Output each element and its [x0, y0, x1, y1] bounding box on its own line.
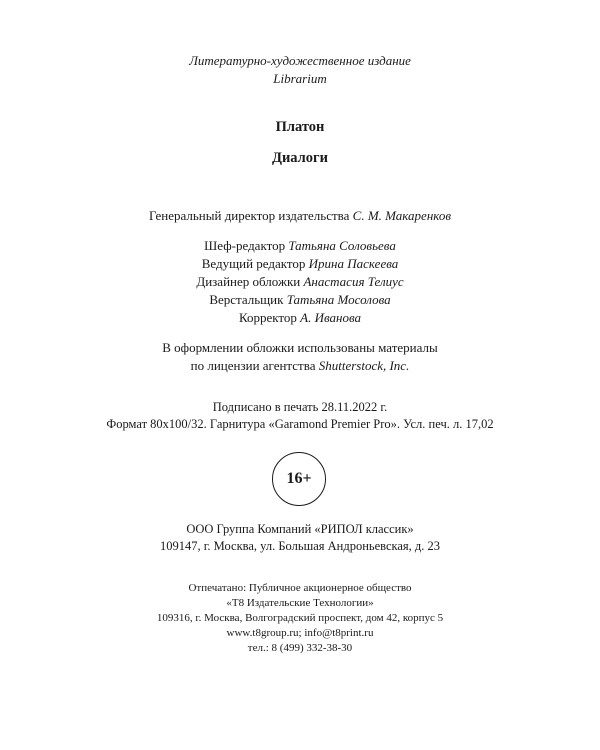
credit-lead-editor [0, 256, 600, 272]
print-signed: Подписано в печать 28.11.2022 г. [212, 400, 388, 414]
credit-name: Татьяна Мосолова [286, 292, 391, 307]
credit-role: Ведущий редактор [201, 256, 306, 271]
credit-name: А. Иванова [300, 310, 362, 325]
age-rating-text: 16+ [286, 470, 312, 487]
cover-notice-line-2 [0, 358, 600, 374]
author: Платон [275, 119, 325, 135]
credit-role: Шеф-редактор [204, 238, 286, 253]
series-line-2: Librarium [273, 71, 327, 86]
credit-name: Ирина Паскеева [308, 256, 399, 271]
printer-line-1: Отпечатано: Публичное акционерное общество [188, 582, 412, 594]
series-line-1: Литературно-художественное издание [189, 53, 411, 68]
credit-name: Анастасия Телиус [303, 274, 404, 289]
printer-line-2: «Т8 Издательские Технологии» [226, 597, 374, 609]
cover-notice-agency: Shutterstock, Inc. [318, 358, 410, 373]
printer-web: www.t8group.ru; info@t8print.ru [226, 627, 374, 639]
cover-notice-prefix: по лицензии агентства [190, 358, 316, 373]
printer-line-3: 109316, г. Москва, Волгоградский проспект, дом 42, корпус 5 [156, 612, 444, 624]
printer-phone: тел.: 8 (499) 332-38-30 [247, 642, 353, 654]
credit-cover-designer [0, 274, 600, 290]
credit-role: Генеральный директор издательства [148, 208, 350, 223]
age-rating-badge [272, 452, 326, 506]
book-title: Диалоги [271, 150, 329, 166]
credit-role: Дизайнер обложки [196, 274, 301, 289]
credit-chief-editor [0, 238, 600, 254]
credit-role: Корректор [238, 310, 297, 325]
credit-name: С. М. Макаренков [352, 208, 452, 223]
credit-director [0, 208, 600, 224]
credit-role: Верстальщик [209, 292, 284, 307]
cover-notice-line-1: В оформлении обложки использованы материалы [162, 340, 438, 355]
print-format: Формат 80x100/32. Гарнитура «Garamond Premier Pro». Усл. печ. л. 17,02 [106, 417, 494, 431]
publisher-address: 109147, г. Москва, ул. Большая Андроньевская, д. 23 [159, 539, 441, 553]
credit-name: Татьяна Соловьева [288, 238, 396, 253]
publisher-name: ООО Группа Компаний «РИПОЛ классик» [186, 522, 414, 536]
credit-proofreader [0, 310, 600, 326]
credit-layout [0, 292, 600, 308]
